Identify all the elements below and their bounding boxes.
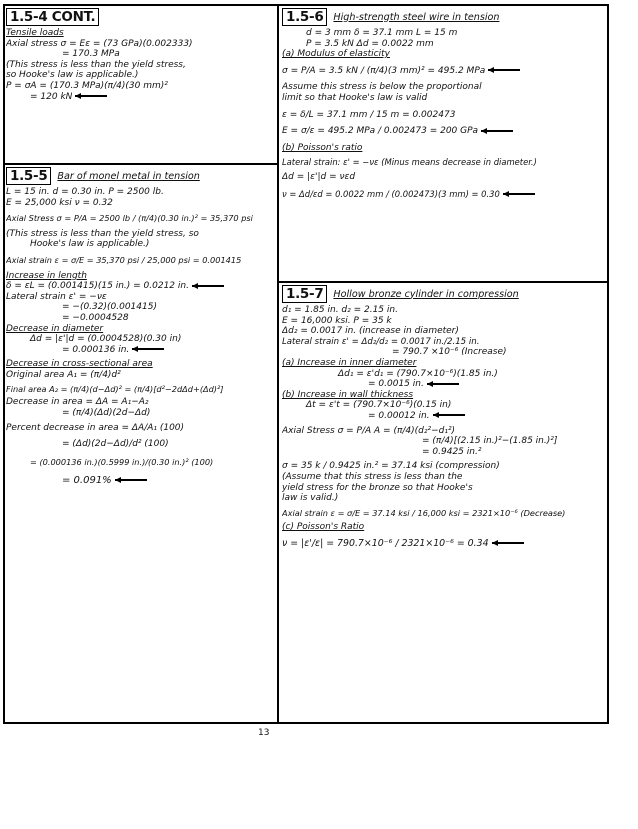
work-line: d = 3 mm δ = 37.1 mm L = 15 m — [306, 28, 458, 38]
section-number: 1.5-7 — [282, 285, 327, 303]
work-line: (c) Poisson's Ratio — [282, 522, 365, 533]
work-line: Hooke's law is applicable.) — [30, 239, 150, 250]
work-line: E = 25,000 ksi ν = 0.32 — [6, 197, 113, 208]
answer-arrow-icon — [75, 93, 107, 99]
answer-arrow-icon — [192, 283, 224, 289]
work-line: = −(0.32)(0.001415) — [62, 302, 157, 313]
work-line: = (π/4)(Δd)(2d−Δd) — [62, 407, 151, 418]
section-title: Hollow bronze cylinder in compression — [333, 288, 519, 300]
work-line: E = 16,000 ksi. P = 35 k — [282, 315, 392, 326]
right-section-divider — [277, 281, 609, 283]
work-line: P = σA = (170.3 MPa)(π/4)(30 mm)² — [6, 80, 168, 91]
section-title: High-strength steel wire in tension — [333, 11, 500, 23]
section-number: 1.5-4 CONT. — [6, 8, 99, 26]
work-line: (This stress is less than the yield stress, so — [6, 228, 199, 239]
answer-arrow-icon — [481, 128, 513, 134]
work-line: yield stress for the bronze so that Hooke's — [282, 482, 473, 493]
work-line: (This stress is less than the yield stress, — [6, 59, 186, 70]
work-line: σ = 35 k / 0.9425 in.² = 37.14 ksi (compression) — [282, 461, 500, 472]
work-line: = (0.000136 in.)(0.5999 in.)/(0.30 in.)² (100) — [30, 457, 214, 468]
column-divider — [277, 4, 279, 724]
work-line: ν = |ε'/ε| = 790.7×10⁻⁶ / 2321×10⁻⁶ = 0.34 — [282, 537, 489, 549]
work-line: E = σ/ε = 495.2 MPa / 0.002473 = 200 GPa — [282, 126, 479, 137]
work-line: so Hooke's law is applicable.) — [6, 70, 139, 81]
problem-1-5-7 — [282, 284, 607, 722]
work-line: = 0.00012 in. — [368, 410, 430, 421]
work-line: Decrease in area = ΔA = A₁−A₂ — [6, 397, 149, 408]
problem-1-5-4-cont — [6, 7, 276, 162]
section-title: Bar of monel metal in tension — [57, 170, 200, 182]
work-line: Assume this stress is below the proportional — [282, 82, 482, 93]
work-line: P = 3.5 kN Δd = 0.0022 mm — [306, 38, 434, 49]
answer-arrow-icon — [488, 67, 520, 73]
work-line: (b) Poisson's ratio — [282, 142, 363, 153]
problem-1-5-6 — [282, 7, 607, 280]
section-number: 1.5-5 — [6, 167, 51, 185]
work-line: = 790.7 ×10⁻⁶ (Increase) — [392, 347, 507, 358]
answer-arrow-icon — [115, 477, 147, 483]
work-line: (a) Modulus of elasticity — [282, 49, 390, 60]
work-line: L = 15 in. d = 0.30 in. P = 2500 lb. — [6, 187, 164, 197]
work-line: Δd = |ε'|d = νεd — [282, 171, 356, 182]
answer-arrow-icon — [132, 346, 164, 352]
work-line: = (Δd)(2d−Δd)/d² (100) — [62, 438, 169, 449]
work-line: = −0.0004528 — [62, 312, 129, 323]
work-line: Lateral strain ε' = Δd₂/d₂ = 0.0017 in./2.15 in. — [282, 336, 480, 347]
work-line: Axial stress σ = Eε = (73 GPa)(0.002333) — [6, 38, 193, 49]
page-number: 13 — [258, 728, 270, 738]
answer-arrow-icon — [503, 191, 535, 197]
work-line: (a) Increase in inner diameter — [282, 357, 417, 368]
work-line: Axial Stress σ = P/A A = (π/4)(d₂²−d₁²) — [282, 425, 456, 436]
work-line: Axial strain ε = σ/E = 37.14 ksi / 16,000 ksi = 2321×10⁻⁶ (Decrease) — [282, 507, 566, 518]
answer-arrow-icon — [427, 381, 459, 387]
work-line: law is valid.) — [282, 493, 339, 504]
answer-arrow-icon — [433, 412, 465, 418]
work-line: Axial Stress σ = P/A = 2500 lb / (π/4)(0.30 in.)² = 35,370 psi — [6, 213, 253, 224]
work-line: = 0.091% — [62, 475, 112, 487]
work-line: = 170.3 MPa — [62, 49, 120, 60]
work-line: = 0.9425 in.² — [422, 446, 482, 457]
section-number: 1.5-6 — [282, 8, 327, 26]
work-line: Δd₂ = 0.0017 in. (increase in diameter) — [282, 326, 459, 337]
work-line: ν = Δd/εd = 0.0022 mm / (0.002473)(3 mm) = 0.30 — [282, 188, 500, 199]
work-line: d₁ = 1.85 in. d₂ = 2.15 in. — [282, 305, 398, 315]
left-section-divider — [3, 163, 279, 165]
work-line: = 120 kN — [30, 91, 73, 102]
work-line: Original area A₁ = (π/4)d² — [6, 369, 121, 380]
work-line: Final area A₂ = (π/4)(d−Δd)² = (π/4)[d²−2dΔd+(Δd)²] — [6, 383, 224, 394]
answer-arrow-icon — [492, 540, 524, 546]
work-line: Δt = ε't = (790.7×10⁻⁶)(0.15 in) — [306, 400, 452, 411]
work-line: = 0.0015 in. — [368, 379, 424, 390]
work-line: Decrease in diameter — [6, 323, 104, 334]
work-line: σ = P/A = 3.5 kN / (π/4)(3 mm)² = 495.2 MPa — [282, 65, 486, 76]
problem-1-5-5 — [6, 166, 276, 722]
work-line: Increase in length — [6, 270, 87, 281]
work-line: Δd = |ε'|d = (0.0004528)(0.30 in) — [30, 334, 182, 345]
work-line: δ = εL = (0.001415)(15 in.) = 0.0212 in. — [6, 281, 189, 292]
section-title: Tensile loads — [6, 28, 64, 38]
work-line: = (π/4)[(2.15 in.)²−(1.85 in.)²] — [422, 436, 558, 447]
work-line: ε = δ/L = 37.1 mm / 15 m = 0.002473 — [282, 109, 456, 120]
work-line: (Assume that this stress is less than the — [282, 471, 463, 482]
work-line: = 0.000136 in. — [62, 344, 130, 355]
work-line: Decrease in cross-sectional area — [6, 359, 153, 370]
work-line: limit so that Hooke's law is valid — [282, 92, 428, 103]
work-line: Lateral strain: ε' = −νε (Minus means decrease in diameter.) — [282, 157, 537, 168]
work-line: Lateral strain ε' = −νε — [6, 291, 107, 302]
work-line: Δd₁ = ε'd₁ = (790.7×10⁻⁶)(1.85 in.) — [338, 368, 498, 379]
work-line: (b) Increase in wall thickness — [282, 389, 414, 400]
work-line: Axial strain ε = σ/E = 35,370 psi / 25,000 psi = 0.001415 — [6, 254, 242, 265]
work-line: Percent decrease in area = ΔA/A₁ (100) — [6, 423, 185, 434]
